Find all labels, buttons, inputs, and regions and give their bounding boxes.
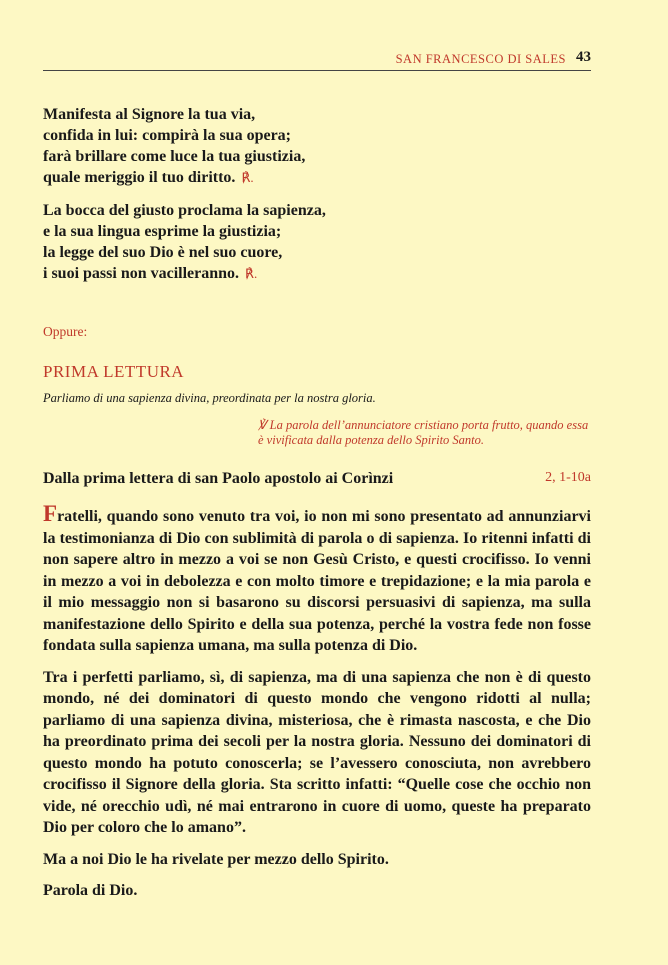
reading-reference: 2, 1-10a bbox=[545, 470, 591, 485]
reading-note: ℣ La parola dell’annunciatore cristiano porta frutto, quando essa è vivificata dalla potenza dello Spirito Santo. bbox=[258, 418, 589, 447]
psalm-line: confida in lui: compirà la sua opera; bbox=[43, 127, 292, 144]
paragraph-text: ratelli, quando sono venuto tra voi, io non mi sono presentato ad annunziarvi la testimonianza di Dio con sublimità di parola o di sapienza. Io ritenni infatti di non sapere altro in mezzo a voi se non Gesù Cristo, e questi crocifisso. Io venni in mezzo a voi in debolezza e con molto timore e trepidazione; e la mia parola e il mio messaggio non si basarono su discorsi persuasivi di sapienza, ma sulla manifestazione dello Spirito e della sua potenza, perché la vostra fede non fosse fondata sulla sapienza umana, ma sulla potenza di Dio. bbox=[43, 508, 591, 654]
reading-source: Dalla prima lettera di san Paolo apostolo ai Corìnzi bbox=[43, 470, 394, 487]
psalm-line-last bbox=[43, 167, 591, 188]
running-title: SAN FRANCESCO DI SALES bbox=[395, 52, 566, 66]
reading-source-row bbox=[43, 470, 591, 488]
drop-cap: F bbox=[43, 501, 58, 526]
section-title: PRIMA LETTURA bbox=[43, 362, 185, 381]
reading-paragraph-3: Ma a noi Dio le ha rivelate per mezzo dello Spirito. bbox=[43, 850, 389, 868]
psalm-line: e la sua lingua esprime la giustizia; bbox=[43, 223, 282, 240]
page-content bbox=[43, 104, 591, 912]
psalm-stanza-1 bbox=[43, 104, 591, 188]
psalm-line: La bocca del giusto proclama la sapienza, bbox=[43, 202, 326, 219]
psalm-line-last bbox=[43, 263, 591, 284]
psalm-stanza-2 bbox=[43, 200, 591, 284]
psalm-line: farà brillare come luce la tua giustizia, bbox=[43, 148, 306, 165]
oppure-label: Oppure: bbox=[43, 324, 88, 339]
psalm-line: la legge del suo Dio è nel suo cuore, bbox=[43, 244, 283, 261]
psalm-line: Manifesta al Signore la tua via, bbox=[43, 106, 256, 123]
reading-paragraph-2: Tra i perfetti parliamo, sì, di sapienza, ma di una sapienza che non è di questo mondo, né dei dominatori di questo mondo che vengono ridotti al nulla; parliamo di una sapienza divina, misteriosa, che è rimasta nascosta, e che Dio ha preordinato prima dei secoli per la nostra gloria. Nessuno dei dominatori di questo mondo ha potuto conoscerla; se l’avessero conosciuta, non avrebbero crocifisso il Signore della gloria. Sta scritto infatti: “Quelle cose che occhio non vide, né orecchio udì, né mai entrarono in cuore di uomo, queste ha preparato Dio per coloro che lo amano”. bbox=[43, 668, 591, 836]
reading-subtitle: Parliamo di una sapienza divina, preordinata per la nostra gloria. bbox=[43, 391, 376, 405]
psalm-line-text: quale meriggio il tuo diritto. bbox=[43, 169, 236, 186]
response-symbol: ℟. bbox=[241, 170, 254, 185]
page-header bbox=[43, 48, 591, 71]
reading-paragraph-1 bbox=[43, 501, 591, 657]
psalm-line-text: i suoi passi non vacilleranno. bbox=[43, 265, 240, 282]
response-symbol: ℟. bbox=[245, 266, 258, 281]
page-number: 43 bbox=[576, 49, 591, 65]
reading-closing: Parola di Dio. bbox=[43, 882, 138, 899]
